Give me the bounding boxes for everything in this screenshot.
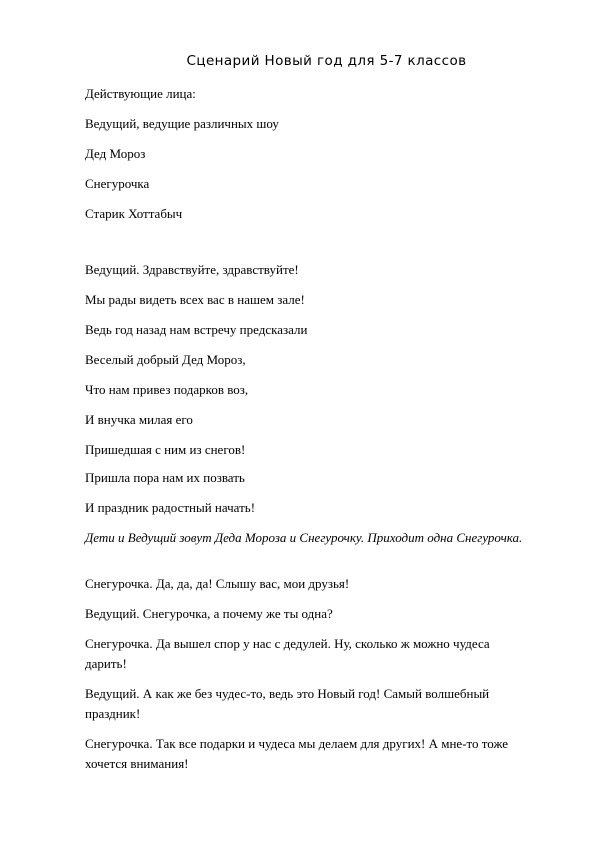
stage-direction: Дети и Ведущий зовут Деда Мороза и Снегурочку. Приходит одна Снегурочка.: [85, 530, 523, 545]
document-title: Сценарий Новый год для 5-7 классов: [186, 53, 467, 69]
script-line: И внучка милая его: [85, 412, 193, 427]
characters-heading: Действующие лица:: [85, 86, 196, 101]
dialogue-line: Ведущий. Снегурочка, а почему же ты одна?: [85, 606, 333, 621]
character-item: Дед Мороз: [85, 146, 146, 161]
script-line: Ведущий. Здравствуйте, здравствуйте!: [85, 262, 299, 277]
character-item: Старик Хоттабыч: [85, 206, 183, 221]
character-item: Ведущий, ведущие различных шоу: [85, 116, 279, 131]
dialogue-line: Снегурочка. Да, да, да! Слышу вас, мои друзья!: [85, 576, 350, 591]
script-line: Веселый добрый Дед Мороз,: [85, 352, 246, 367]
dialogue-line: Снегурочка. Да вышел спор у нас с дедулей. Ну, сколько ж можно чудеса дарить!: [85, 636, 490, 671]
dialogue-line: Ведущий. А как же без чудес-то, ведь это Новый год! Самый волшебный праздник!: [85, 686, 490, 721]
script-line: Пришла пора нам их позвать: [85, 470, 245, 485]
script-line: Пришедшая с ним из снегов!: [85, 442, 246, 457]
script-line: Ведь год назад нам встречу предсказали: [85, 322, 308, 337]
script-line: Мы рады видеть всех вас в нашем зале!: [85, 292, 305, 307]
dialogue-line: Снегурочка. Так все подарки и чудеса мы делаем для других! А мне-то тоже хочется внимания!: [85, 736, 509, 771]
script-line: Что нам привез подарков воз,: [85, 382, 249, 397]
script-line: И праздник радостный начать!: [85, 500, 256, 515]
character-item: Снегурочка: [85, 176, 150, 191]
